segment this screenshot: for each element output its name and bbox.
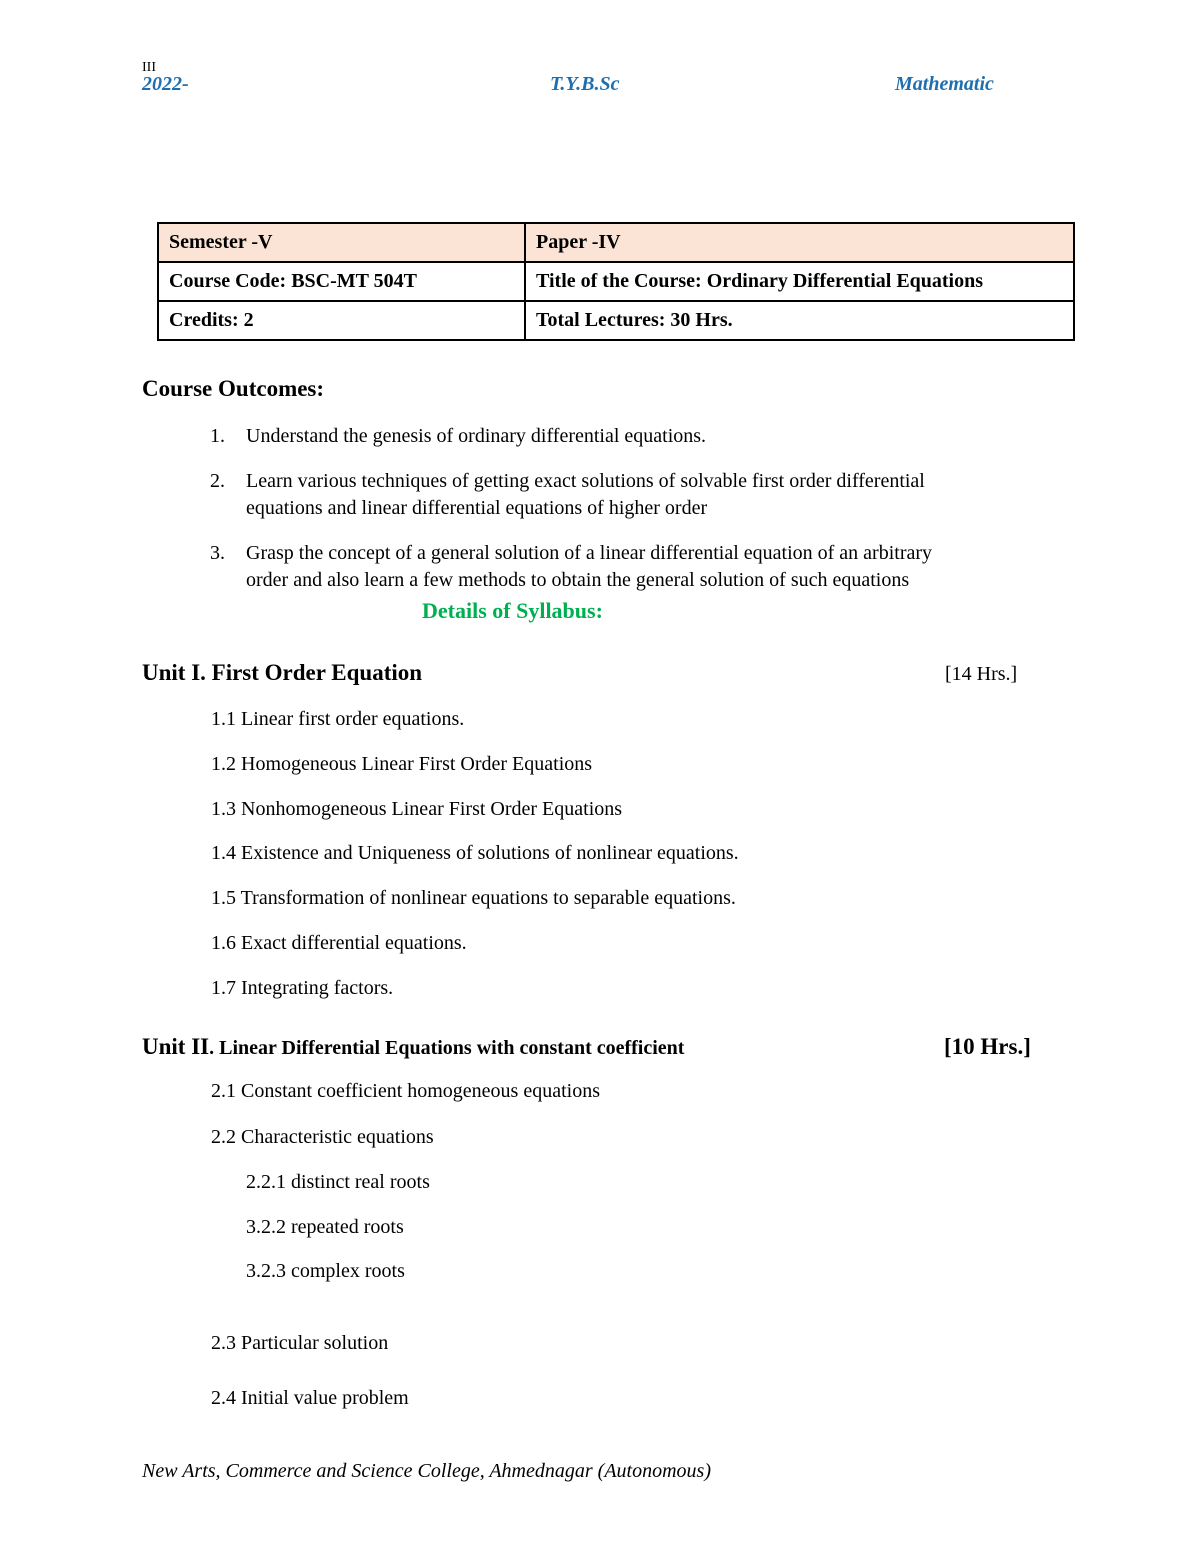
total-lectures-cell: Total Lectures: 30 Hrs. [525, 301, 1074, 340]
list-item: Learn various techniques of getting exact solutions of solvable first order differential [246, 470, 925, 492]
list-item: 3.2.2 repeated roots [246, 1216, 404, 1238]
header-class: T.Y.B.Sc [550, 73, 620, 95]
list-item: 1.1 Linear first order equations. [211, 708, 465, 730]
list-item: 2.1 Constant coefficient homogeneous equations [211, 1080, 600, 1102]
list-item: 1.3 Nonhomogeneous Linear First Order Equations [211, 798, 623, 820]
course-title-cell: Title of the Course: Ordinary Differential Equations [525, 262, 1074, 301]
list-item: 2.2 Characteristic equations [211, 1126, 434, 1148]
list-item-number: 2. [210, 470, 225, 492]
list-item-number: 3. [210, 542, 225, 564]
paper-cell: Paper -IV [525, 223, 1074, 262]
list-item: 1.7 Integrating factors. [211, 977, 394, 999]
syllabus-heading: Details of Syllabus: [422, 598, 603, 623]
table-row [158, 301, 1074, 340]
list-item: 1.4 Existence and Uniqueness of solutions of nonlinear equations. [211, 842, 739, 864]
list-item: Grasp the concept of a general solution of a linear differential equation of an arbitrary [246, 542, 933, 564]
table-row [158, 223, 1074, 262]
list-item-continuation: order and also learn a few methods to obtain the general solution of such equations [246, 569, 910, 591]
footer-college-name: New Arts, Commerce and Science College, Ahmednagar (Autonomous) [142, 1460, 711, 1482]
list-item: 2.2.1 distinct real roots [246, 1171, 430, 1193]
list-item: 3.2.3 complex roots [246, 1260, 405, 1282]
header-subject: Mathematic [895, 73, 994, 95]
header-roman-numeral: III [142, 60, 156, 75]
unit-1-title: Unit I. First Order Equation [142, 660, 423, 685]
credits-cell: Credits: 2 [158, 301, 525, 340]
unit-2-title-prefix: Unit II [142, 1034, 210, 1059]
semester-cell: Semester -V [158, 223, 525, 262]
table-row [158, 262, 1074, 301]
unit-1-hours: [14 Hrs.] [945, 663, 1018, 685]
course-code-cell: Course Code: BSC-MT 504T [158, 262, 525, 301]
list-item-number: 1. [210, 425, 225, 447]
course-info-table [157, 222, 1075, 341]
unit-2-hours: [10 Hrs.] [944, 1034, 1031, 1059]
list-item-continuation: equations and linear differential equations of higher order [246, 497, 708, 519]
list-item: 2.4 Initial value problem [211, 1387, 409, 1409]
unit-2-title [142, 1034, 684, 1060]
header-year: 2022- [142, 73, 189, 95]
course-outcomes-heading: Course Outcomes: [142, 376, 325, 401]
list-item: Understand the genesis of ordinary differential equations. [246, 425, 707, 447]
list-item: 1.6 Exact differential equations. [211, 932, 467, 954]
list-item: 1.2 Homogeneous Linear First Order Equations [211, 753, 593, 775]
list-item: 1.5 Transformation of nonlinear equations to separable equations. [211, 887, 736, 909]
list-item: 2.3 Particular solution [211, 1332, 389, 1354]
unit-2-title-text: . Linear Differential Equations with constant coefficient [209, 1037, 685, 1059]
